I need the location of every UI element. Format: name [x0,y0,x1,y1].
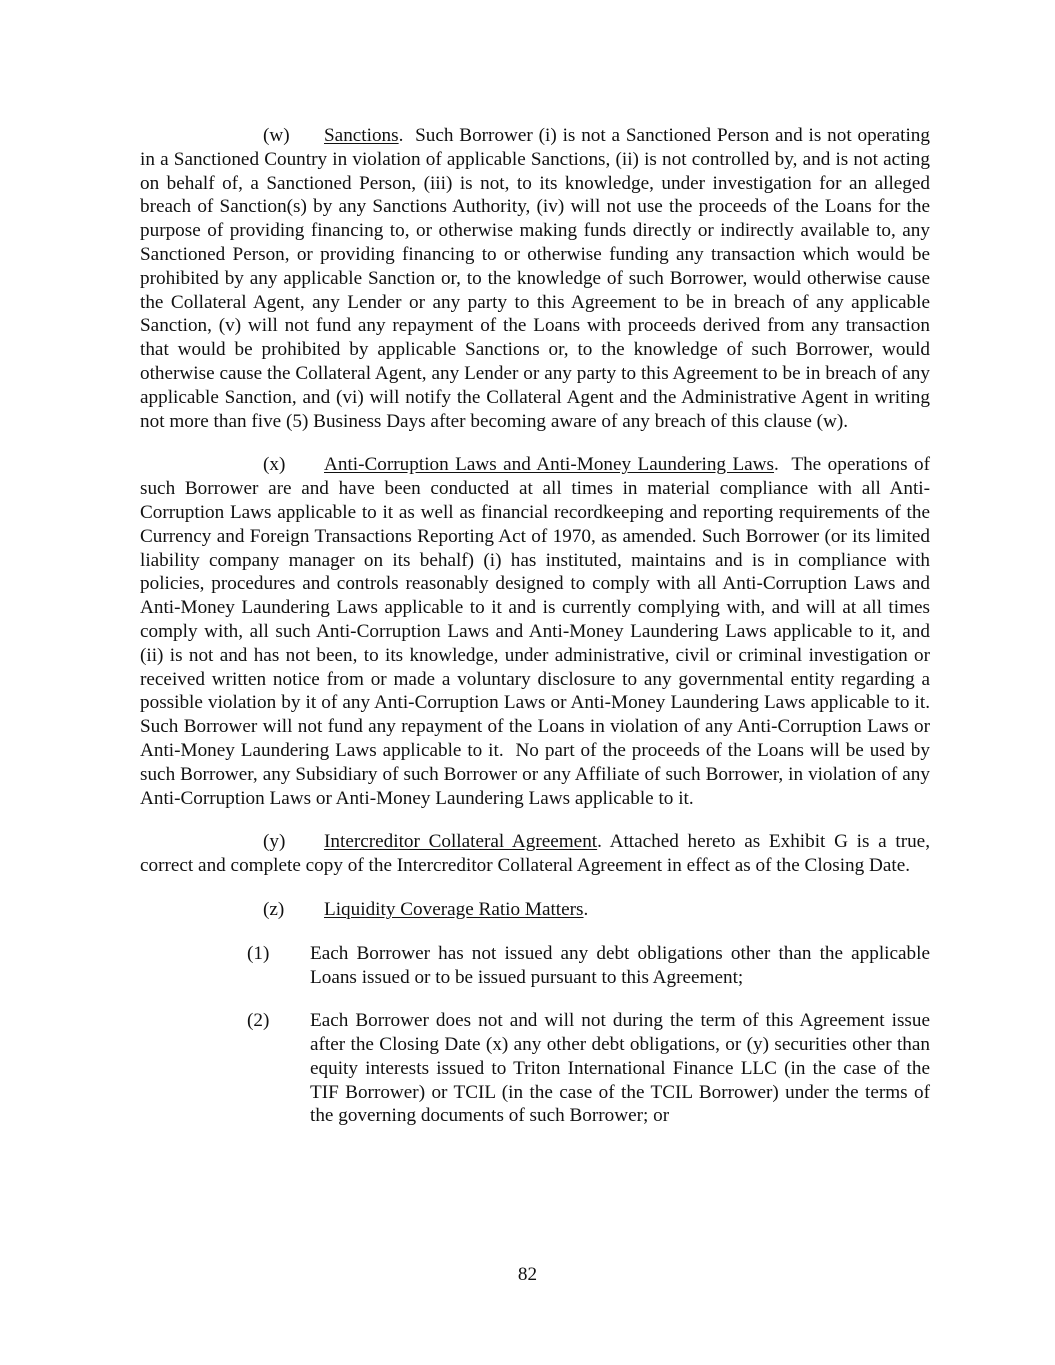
section-y-title: Intercreditor Collateral Agreement [324,831,598,853]
section-w-title: Sanctions [324,125,399,146]
section-y-label: (y) [263,831,286,853]
section-z-title-suffix: . [583,898,589,920]
list-item-text: Each Borrower does not and will not during the term of this Agreement issue after the Closing Date (x) any other debt obligations, or (y) securities other than equity interests issued to Triton International Finance LLC (in the case of the TIF Borrower) or TCIL (in the case of the TCIL Borrower) under the terms of the governing documents of such Borrower; or [310,1010,930,1127]
list-item [140,942,930,990]
list-item-text: Each Borrower has not issued any debt obligations other than the applicable Loans issued or to be issued pursuant to this Agreement; [310,942,930,988]
section-y-body: Attached hereto as Exhibit G is a true, correct and complete copy of the Intercreditor Collateral Agreement in effect as of the Closing Date. [140,831,935,877]
section-z-label: (z) [263,898,285,920]
document-page [140,124,940,1148]
section-x-title: Anti-Corruption Laws and Anti-Money Laundering Laws [324,454,775,476]
section-z-title: Liquidity Coverage Ratio Matters [324,898,584,920]
section-w-title-suffix: . [398,125,404,146]
list-item [140,1009,930,1128]
section-x [140,453,940,810]
section-y [140,830,935,878]
section-x-label: (x) [263,454,286,476]
page-number: 82 [517,1264,538,1285]
section-w-label: (w) [263,125,290,146]
section-x-title-suffix: . [774,454,779,476]
section-z [140,898,930,922]
list-item-number: (1) [247,942,270,964]
list-item-number: (2) [247,1010,270,1032]
section-y-title-suffix: . [597,831,602,853]
section-w [140,124,935,433]
section-w-body: Such Borrower (i) is not a Sanctioned Person and is not operating in a Sanctioned Country in violation of applicable Sanctions, (ii) is not controlled by, and is not acting on behalf of, a Sanctioned Person, (iii) is not, to its knowledge, under investigation for an alleged breach of Sanction(s) by any Sanctions Authority, (iv) will not use the proceeds of the Loans for the purpose of providing financing to, or otherwise making funds directly or indirectly available to, any Sanctioned Person, or providing financing to or otherwise funding any transaction which would be prohibited by any applicable Sanction or, to the knowledge of such Borrower, would otherwise cause the Collateral Agent, any Lender or any party to this Agreement to be in breach of any applicable Sanction, (v) will not fund any repayment of the Loans with proceeds derived from any transaction that would be prohibited by applicable Sanctions or, to the knowledge of such Borrower, would otherwise cause the Collateral Agent, any Lender or any party to this Agreement to be in breach of any applicable Sanction, and (vi) will notify the Collateral Agent and the Administrative Agent in writing not more than five (5) Business Days after becoming aware of any breach of this clause (w). [140,125,935,432]
section-x-body: The operations of such Borrower are and have been conducted at all times in material compliance with all Anti-Corruption Laws applicable to it as well as financial recordkeeping and reporting requirements of the Currency and Foreign Transactions Reporting Act of 1970, as amended. Such Borrower (or its limited liability company manager on its behalf) (i) has instituted, maintains and is in compliance with policies, procedures and controls reasonably designed to comply with all Anti-Corruption Laws and Anti-Money Laundering Laws applicable to it and is currently complying with, and will at all times comply with, all such Anti-Corruption Laws and Anti-Money Laundering Laws applicable to it, and (ii) is not and has not been, to its knowledge, under administrative, civil or criminal investigation or received written notice from or made a voluntary disclosure to any governmental entity regarding a possible violation by it of any Anti-Corruption Laws or Anti-Money Laundering Laws applicable to it. Such Borrower will not fund any repayment of the Loans in violation of any Anti-Corruption Laws or Anti-Money Laundering Laws applicable to it. No part of the proceeds of the Loans will be used by such Borrower, any Subsidiary of such Borrower or any Affiliate of such Borrower, in violation of any Anti-Corruption Laws or Anti-Money Laundering Laws applicable to it. [140,454,940,809]
